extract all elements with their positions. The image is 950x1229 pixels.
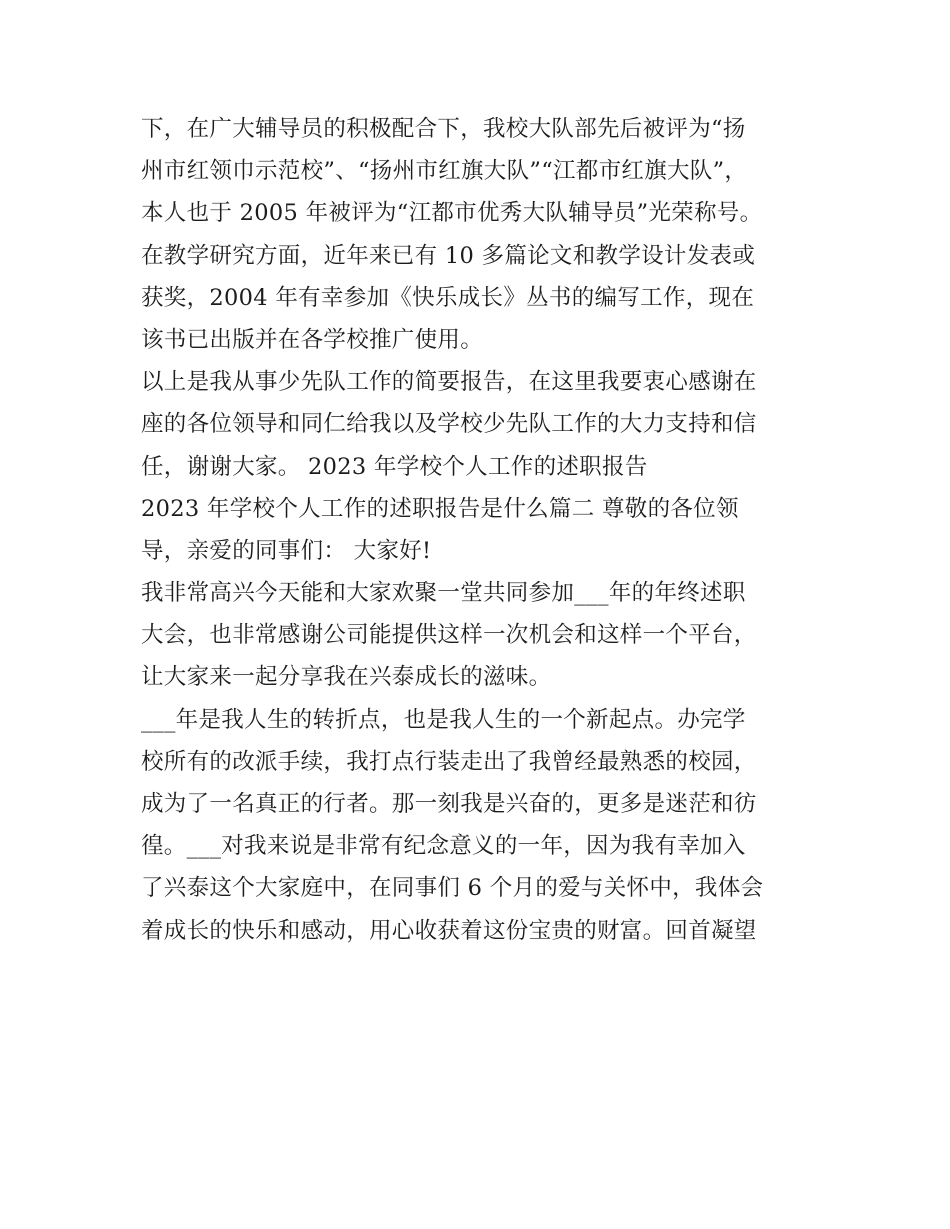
text-line: 徨。___对我来说是非常有纪念意义的一年，因为我有幸加入 [141, 833, 746, 860]
document-body [141, 108, 821, 952]
text-line: 该书已出版并在各学校推广使用。 [141, 326, 484, 353]
text-line: 着成长的快乐和感动，用心收获着这份宝贵的财富。回首凝望 [141, 917, 757, 944]
text-line: 在教学研究方面，近年来已有 10 多篇论文和教学设计发表或 [141, 242, 756, 269]
text-line: 大会，也非常感谢公司能提供这样一次机会和这样一个平台， [141, 622, 757, 649]
text-line: 校所有的改派手续，我打点行装走出了我曾经最熟悉的校园， [141, 748, 757, 775]
text-line: 了兴泰这个大家庭中，在同事们 6 个月的爱与关怀中，我体会 [141, 875, 764, 902]
text-line: 本人也于 2005 年被评为“江都市优秀大队辅导员”光荣称号。 [141, 200, 763, 227]
text-line: 让大家来一起分享我在兴泰成长的滋味。 [141, 664, 552, 691]
text-line: 获奖，2004 年有幸参加《快乐成长》丛书的编写工作，现在 [141, 284, 755, 311]
text-line: 座的各位领导和同仁给我以及学校少先队工作的大力支持和信 [141, 411, 757, 438]
text-line: 下，在广大辅导员的积极配合下，我校大队部先后被评为“扬 [141, 116, 746, 142]
text-line: 我非常高兴今天能和大家欢聚一堂共同参加___年的年终述职 [141, 580, 746, 607]
text-line: 任，谢谢大家。 2023 年学校个人工作的述职报告 [141, 453, 648, 480]
text-line: 2023 年学校个人工作的述职报告是什么篇二 尊敬的各位领 [141, 495, 739, 522]
text-line: 州市红领巾示范校”、“扬州市红旗大队”“江都市红旗大队”， [141, 158, 748, 185]
text-line: ___年是我人生的转折点，也是我人生的一个新起点。办完学 [141, 706, 746, 733]
text-line: 成为了一名真正的行者。那一刻我是兴奋的，更多是迷茫和彷 [141, 791, 757, 817]
text-line: 导，亲爱的同事们： 大家好! [141, 537, 432, 564]
text-line: 以上是我从事少先队工作的简要报告，在这里我要衷心感谢在 [141, 369, 757, 396]
